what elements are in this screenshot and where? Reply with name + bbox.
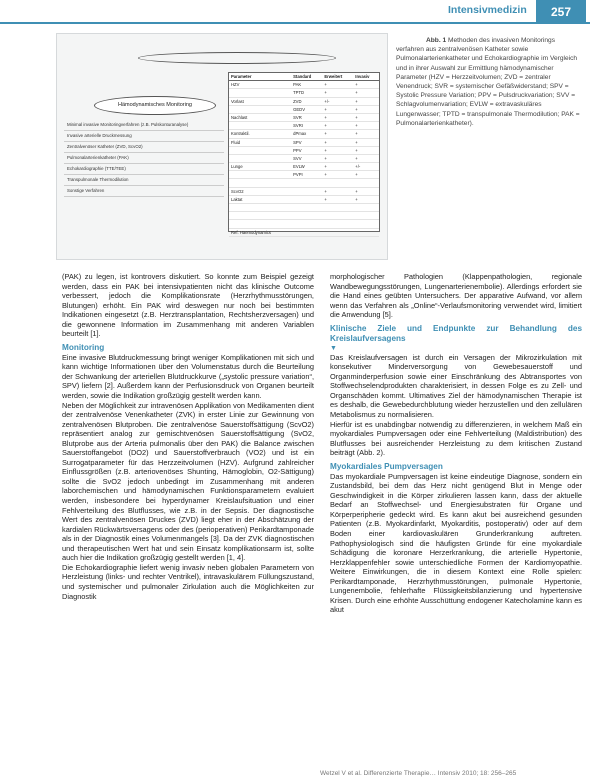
table-cell [229,154,291,162]
table-cell: + [322,138,353,146]
table-cell: ZVD [291,97,322,105]
table-cell: ScvO2 [229,187,291,195]
table-cell: Nachlast [229,113,291,121]
figure-ellipse-label: Hämodynamisches Monitoring [94,96,216,115]
table-cell: PVPI [291,171,322,179]
figure-list-item: Minimal invasive Monitoringverfahren (z.B. Pulskonturanalyse) [64,120,224,131]
figure-list-item: Pulmonalarterienkatheter (PAK) [64,153,224,164]
table-row [229,195,379,203]
table-cell [229,212,291,220]
table-row [229,130,379,138]
table-row [229,146,379,154]
figure-list-item: Zentralvenöser Katheter (ZVD, ScvO2) [64,142,224,153]
table-cell: SPV [291,138,322,146]
table-row [229,113,379,121]
table-row [229,179,379,187]
paragraph: Die Echokardiographie liefert wenig invasiv neben globalen Parametern von Herzleistung (links- und rechter Ventrikel), intravaskulärem Füllungszustand, und systemischer und pulmonaler Zirkulation auch die Möglichkeiten zur Diagnostik [62,562,314,601]
figure-ellipse-outline [138,52,336,64]
table-cell: + [322,163,353,171]
table-cell [291,195,322,203]
table-cell: Parameter [229,73,291,81]
table-cell: PPV [291,146,322,154]
table-cell: dPmax [291,130,322,138]
paragraph: Das Kreislaufversagen ist durch ein Versagen der Mikrozirkulation mit konsekutiver Minderversorgung von Gewebesauerstoff und Organminderperfusion sowie einer Einschränkung des Abtransportes von Stoffwechselendprodukten charakterisiert, in dessen Folge es zu Zell- und Organschäden kommt. Ultimatives Ziel der hämodynamischen Therapie ist es deshalb, die Gewebedurchblutung wieder herzustellen und den zellulären Metabolismus zu normalisieren. [330,352,582,420]
table-cell [229,146,291,154]
table-row [229,97,379,105]
table-cell: + [353,154,379,162]
figure-caption-text: Methoden des invasiven Monitorings verfahren aus zentralvenösen Katheter sowie Pulmonalarterienkatheter und Echokardiographie im Vergleich und in ihrer Auswahl zur Ermittlung hämodynamischer Parameter (HZV = Herzzeitvolumen; ZVD = zentraler Venendruck; SVR = systemischer Gefäßwiderstand; SPV = Systolic Pressure Variation; PPV = Pulsdruckvariation; SVV = Schlagvolumenvariation; EVLW = extravaskuläres Lungenwasser; TPTD = transpulmonale Thermodilution; PAK = Pulmonalarterienkatheter). [396,37,580,127]
table-cell [322,179,353,187]
page-number: 257 [536,0,586,24]
table-row [229,138,379,146]
table-cell: + [353,105,379,113]
paragraph: Hierfür ist es unabdingbar notwendig zu differenzieren, in welchem Maß ein myokardiales Pumpversagen oder eine Fehlverteilung (Maldistribution) des Blutflusses bei ausreichender Herzleistung zu dem kritischen Zustand beiträgt (Abb. 2). [330,419,582,458]
table-header-row [229,73,379,81]
running-head-section: Intensivmedizin [448,4,527,16]
subsection-heading: Myokardiales Pumpversagen [330,461,443,471]
section-heading: Monitoring [62,342,105,352]
table-row [229,220,379,228]
table-row [229,212,379,220]
footer-citation: Wetzel V et al. Differenzierte Therapie… Intensiv 2010; 18: 256–265 [320,770,517,777]
table-row [229,89,379,97]
table-cell: SVV [291,154,322,162]
paragraph: morphologischer Pathologien (Klappenpathologien, regionale Wandbewegungsstörungen, Lungenarterienembolie). Allerdings erfordert sie die Hand eines geübten Untersuchers. Der apparative Aufwand, vor allem wenn das Verfahren als „Online“-Verlaufsmonitoring verwendet wird, limitiert die Anwendung [5]. [330,272,582,320]
table-cell: + [322,195,353,203]
table-cell: EVLW [291,163,322,171]
table-cell: Invasiv [353,73,379,81]
figure-list-item: Sonstige Verfahren [64,186,224,197]
table-cell: PAK [291,81,322,89]
table-row [229,204,379,212]
table-row [229,163,379,171]
table-cell: + [322,105,353,113]
table-cell [291,212,322,220]
table-cell [229,105,291,113]
table-cell: + [353,122,379,130]
table-cell: + [322,89,353,97]
table-cell [291,204,322,212]
paragraph: Eine invasive Blutdruckmessung bringt weniger Komplikationen mit sich und kann wichtige Informationen über den Volumenstatus durch die Beurteilung der Schwankung der arteriellen Blutdruckkurve („systolic pressure variation“, SPV) liefern [2]. Außerdem kann der Perfusionsdruck von Organen beurteilt werden, sowie die Indikation großzügig gestellt werden kann. [62,352,314,401]
table-cell: Laktat [229,195,291,203]
table-cell: + [353,187,379,195]
table-cell: Kontraktil. [229,130,291,138]
table-cell: SVRI [291,122,322,130]
figure-caption-title: Abb. 1 [426,37,447,44]
table-cell: + [353,138,379,146]
table-cell: SVR [291,113,322,121]
table-cell [229,220,291,228]
table-row [229,122,379,130]
figure-list-item: Transpulmonale Thermodilution [64,175,224,186]
table-cell [322,212,353,220]
table-cell [353,212,379,220]
table-cell: + [322,171,353,179]
table-cell: Fluid [229,138,291,146]
table-cell [353,220,379,228]
figure-method-list [64,120,224,197]
left-text-column [62,272,314,601]
table-cell [229,122,291,130]
table-cell: + [322,81,353,89]
table-cell: + [322,187,353,195]
table-cell: + [353,146,379,154]
table-cell: + [353,195,379,203]
table-cell: Erweitert [322,73,353,81]
table-cell: Lunge [229,163,291,171]
paragraph: (PAK) zu legen, ist kontrovers diskutiert. So konnte zum Beispiel gezeigt werden, dass ein PAK bei intensivpatienten nicht das klinische Outcome verbessert, jedoch die Komplikationsrate (Herzrhythmusstörungen, Blutungen) erhöht. Ein PAK wird deswegen nur noch bei bestimmten Indikationen eingesetzt (z.B. Herztransplantation, Rechtsherzversagen) und die gewonnene Information im Zusammenhang mit anderen Variablen beurteilt [1]. [62,272,314,339]
table-cell [229,179,291,187]
table-cell: + [322,154,353,162]
figure-list-item: Echokardiographie (TTE/TEE) [64,164,224,175]
table-row [229,81,379,89]
table-cell: Ref. Haemodynamics [229,228,291,236]
table-row [229,228,379,236]
table-cell: + [353,97,379,105]
table-cell: Standard [291,73,322,81]
table-cell: + [322,146,353,154]
table-cell: + [353,81,379,89]
table-cell: + [353,130,379,138]
figure-parameter-table [228,72,380,235]
table-cell: + [322,113,353,121]
table-cell [291,187,322,195]
table-cell [353,179,379,187]
table-row [229,154,379,162]
table-cell [322,204,353,212]
figure-caption [396,36,582,128]
table-cell [229,89,291,97]
header-rule [0,22,590,24]
table-cell: +/- [322,97,353,105]
table-cell: + [353,113,379,121]
table-cell [291,228,322,236]
table-cell: + [322,130,353,138]
table-cell [229,204,291,212]
table-cell [291,220,322,228]
table-cell: HZV [229,81,291,89]
table-cell [291,179,322,187]
table-cell: + [353,171,379,179]
table-cell [353,204,379,212]
figure-list-item: Invasive arterielle Druckmessung [64,131,224,142]
table-cell: + [353,89,379,97]
table-cell: +/- [353,163,379,171]
paragraph: Neben der Möglichkeit zur intravenösen Applikation von Medikamenten dient der zentralvenöse Venenkatheter (ZVK) in erster Linie zur Gewinnung von zentralvenösen Blutproben. Die zentralvenöse Sauerstoffsättigung (ScvO2) repräsentiert analog zur gemischtvenösen Sauerstoffsättigung (SvO2, Blutprobe aus der Arteria pulmonalis über den PAK) die Balance zwischen Sauerstoffangebot (DO2) und Sauerstoffverbrauch (VO2) und ist ein Surrogatparameter für das Herzzeitvolumen (HZV). Aufgrund zahlreicher Einflussgrößen (z.B. arteriovenöses Shunting, Hämoglobin, O2-Sättigung) sollte die SvO2 jedoch unbedingt im Zusammenhang mit anderen laborchemischen und hämodynamischen Funktionsparametern evaluiert werden, insbesondere bei hyperdynamer Kreislaufsituation und einer Fehlverteilung des Blutflusses, wie z.B. in der Sepsis. Der diagnostische Wert des zentralvenösen Druckes (ZVD) liegt eher in der Abschätzung der kardialen Rückwärtsversagens oder des (perioperativen) Perikardtamponade als in der Diagnostik eines Volumenmangels [3]. Da der ZVK diagnostischen und therapeutischen Wert hat und sein Einsatz komplikationsarm ist, sollte auch hier die Indikation großzügig gestellt werden [1, 4]. [62,400,314,563]
right-text-column [330,272,582,615]
table-row [229,187,379,195]
table-cell [353,228,379,236]
table-cell: GEDV [291,105,322,113]
table-row [229,105,379,113]
paragraph: Das myokardiale Pumpversagen ist keine eindeutige Diagnose, sondern ein Zustandsbild, bei dem das Herz nicht genügend Blut in Menge oder Geschwindigkeit in die Körper zirkulieren lassen kann, dass der aktuelle Bedarf an Stoffwechsel- und Energiesubstraten für Organe und Körperperipherie gedeckt wird. Es kann akut bei ausreichend gesunden Patienten (z.B. Myokardinfarkt, Myokarditis, postoperativ) oder auf dem Boden einer kardiovaskulären Grunderkrankung auftreten. Pathophysiologisch sind die häufigsten Gründe für eine myokardiale Schädigung die koronare Herzerkrankung, die arterielle Hypertonie, Herzklappenfehler sowie unterschiedliche Formen der Kardiomyopathie. Weitere Einwirkungen, die in diesem Kontext eine Rolle spielen: Perikardtamponade, Herzrhythmusstörungen, pulmonale Hypertonie, Lungenembolie, fehlerhafte Flüssigkeitsbilanzierung und hypertensive Krisen. Durch eine erhöhte Ausschüttung endogener Katecholamine kann es akut [330,471,582,615]
table-cell: + [322,122,353,130]
table-cell [229,171,291,179]
section-heading: Klinische Ziele und Endpunkte zur Behandlung des Kreislaufversagens [330,323,582,343]
table-cell: TPTD [291,89,322,97]
table-cell [322,220,353,228]
triangle-marker-icon: ▼ [330,344,337,352]
table-row [229,171,379,179]
table-cell: Vorlast [229,97,291,105]
table-cell [322,228,353,236]
